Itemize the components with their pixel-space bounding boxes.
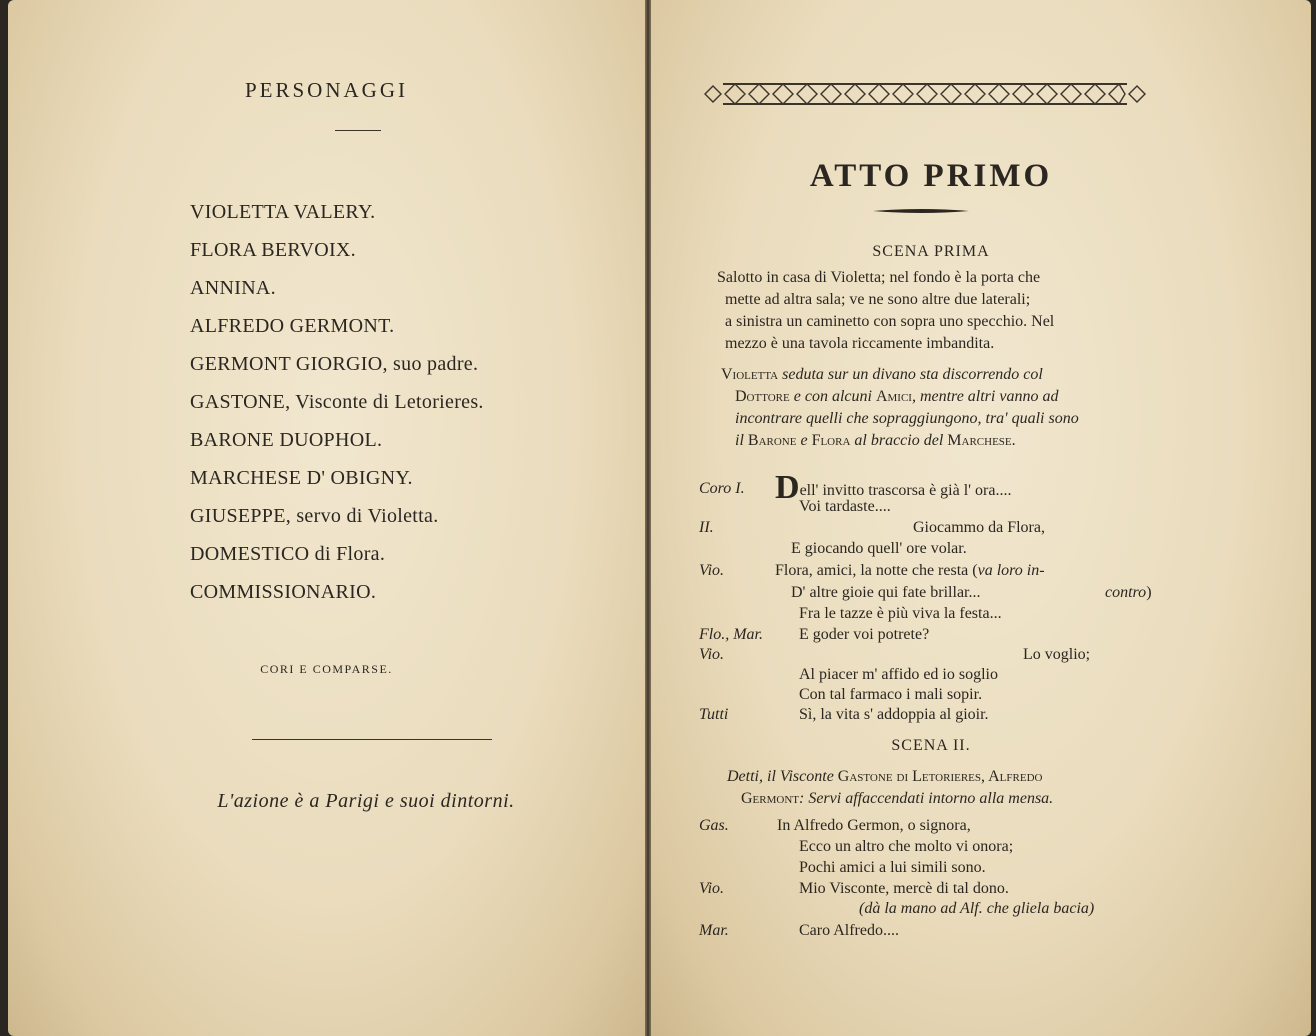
verse-text: E giocando quell' ore volar. xyxy=(791,540,967,557)
cast-heading: PERSONAGGI xyxy=(244,78,408,102)
verse-text: Caro Alfredo.... xyxy=(799,922,899,939)
blocking-line xyxy=(721,386,1079,408)
speaker-label: Coro I. xyxy=(699,480,745,497)
stage-blocking xyxy=(721,364,1079,452)
character-name: Germont xyxy=(741,790,799,807)
cast-item: FLORA BERVOIX. xyxy=(190,239,356,261)
verse-text: Al piacer m' affido ed io soglio xyxy=(799,666,998,683)
drop-cap: D xyxy=(775,469,800,506)
dialogue-line xyxy=(699,878,1289,900)
verse-text: Lo voglio; xyxy=(1023,646,1091,663)
stage-description xyxy=(717,267,1054,355)
dialogue-line xyxy=(699,582,1289,604)
dialogue-line xyxy=(699,664,1289,686)
direction-text: e xyxy=(796,432,812,449)
direction-text: il xyxy=(735,432,748,449)
description-line: mezzo è una tavola riccamente imbandita. xyxy=(725,335,995,352)
right-page xyxy=(651,0,1311,1036)
cast-item: BARONE DUOPHOL. xyxy=(190,429,383,451)
dialogue-line xyxy=(699,836,1289,858)
speaker-label: Flo., Mar. xyxy=(699,626,763,643)
heading-rule xyxy=(335,130,381,131)
cast-item: ANNINA. xyxy=(190,277,276,299)
verse-text: In Alfredo Germon, o signora, xyxy=(777,817,971,834)
scene2-description xyxy=(727,766,1053,810)
cast-item: GERMONT GIORGIO, suo padre. xyxy=(190,353,479,375)
speaker-label: II. xyxy=(699,519,714,536)
left-page xyxy=(8,0,645,1036)
stage-direction: (dà la mano ad Alf. che gliela bacia) xyxy=(859,900,1095,917)
dialogue-line xyxy=(699,704,1289,726)
verse-text: Ecco un altro che molto vi onora; xyxy=(799,838,1014,855)
verse-text: Giocammo da Flora, xyxy=(913,519,1045,536)
dialogue-line xyxy=(699,857,1289,879)
speaker-label: Vio. xyxy=(699,646,725,663)
cast-list xyxy=(190,198,484,616)
cast-item: DOMESTICO di Flora. xyxy=(190,543,386,565)
dialogue-line xyxy=(699,517,1289,539)
dialogue-line xyxy=(699,644,1289,666)
character-name: Flora xyxy=(811,432,851,449)
dialogue-line xyxy=(699,538,1289,560)
stage-direction: va loro in- xyxy=(977,562,1045,579)
character-name: Amici xyxy=(875,388,912,405)
blocking-line xyxy=(721,430,1079,452)
verse-text: E goder voi potrete? xyxy=(799,626,930,643)
divider-rule xyxy=(252,739,492,740)
direction-text: e con alcuni xyxy=(789,388,876,405)
punctuation: ) xyxy=(1146,584,1152,601)
description-line: mette ad altra sala; ve ne sono altre due laterali; xyxy=(725,291,1031,308)
title-flourish-icon xyxy=(873,206,969,216)
direction-text: incontrare quelli che sopraggiungono, tra' quali sono xyxy=(735,410,1079,427)
dialogue-line xyxy=(699,496,1289,518)
description-line: a sinistra un caminetto con sopra uno specchio. Nel xyxy=(725,313,1055,330)
direction-fragment: contro xyxy=(1105,584,1147,601)
character-name: Barone xyxy=(747,432,797,449)
scene-title: SCENA II. xyxy=(891,737,971,754)
description-line: Salotto in casa di Violetta; nel fondo è la porta che xyxy=(717,269,1041,286)
cast-item: GIUSEPPE, servo di Violetta. xyxy=(190,505,439,527)
cast-item: MARCHESE D' OBIGNY. xyxy=(190,467,413,489)
verse-fragment: Flora, amici, la notte che resta ( xyxy=(775,562,978,579)
dialogue-line xyxy=(699,815,1289,837)
cast-item: VIOLETTA VALERY. xyxy=(190,201,376,223)
dialogue-line xyxy=(699,624,1289,646)
verse-fragment: ell' invitto trascorsa è già l' ora.... xyxy=(799,482,1012,499)
speaker-label: Tutti xyxy=(699,706,729,723)
description-line xyxy=(727,766,1053,788)
verse-text xyxy=(775,560,1045,582)
character-name: Violetta xyxy=(721,366,779,383)
scene-title: SCENA PRIMA xyxy=(872,243,990,260)
description-line xyxy=(727,788,1053,810)
stage-direction xyxy=(1105,582,1152,604)
act-title: ATTO PRIMO xyxy=(809,158,1053,194)
dialogue-line xyxy=(699,603,1289,625)
verse-text: Con tal farmaco i mali sopir. xyxy=(799,686,983,703)
character-name: Gastone di Letorieres, Alfredo xyxy=(837,768,1043,785)
cast-item: GASTONE, Visconte di Letorieres. xyxy=(190,391,484,413)
verse-text: D' altre gioie qui fate brillar... xyxy=(791,584,981,601)
blocking-line xyxy=(721,364,1079,386)
direction-text: Detti, il Visconte xyxy=(727,768,838,785)
speaker-label: Vio. xyxy=(699,880,725,897)
verse-text: Mio Visconte, mercè di tal dono. xyxy=(799,880,1009,897)
ornament-band-icon xyxy=(703,80,1147,108)
character-name: Dottore xyxy=(735,388,790,405)
direction-text: , mentre altri vanno ad xyxy=(911,388,1059,405)
direction-text: : Servi affaccendati intorno alla mensa. xyxy=(799,790,1054,807)
speaker-label: Gas. xyxy=(699,817,729,834)
cast-item: ALFREDO GERMONT. xyxy=(190,315,395,337)
speaker-label: Vio. xyxy=(699,562,725,579)
verse-text: Sì, la vita s' addoppia al gioir. xyxy=(799,706,989,723)
character-name: Marchese xyxy=(947,432,1012,449)
dialogue-line xyxy=(699,684,1289,706)
punctuation: . xyxy=(1011,432,1016,449)
dialogue-line xyxy=(699,920,1289,942)
direction-text: seduta sur un divano sta discorrendo col xyxy=(778,366,1043,383)
cast-item: COMMISSIONARIO. xyxy=(190,581,377,603)
speaker-label: Mar. xyxy=(699,922,729,939)
verse-text: Fra le tazze è più viva la festa... xyxy=(799,605,1002,622)
chorus-note: CORI E COMPARSE. xyxy=(260,662,393,676)
setting-note: L'azione è a Parigi e suoi dintorni. xyxy=(217,790,515,812)
verse-text: Voi tardaste.... xyxy=(799,498,891,515)
verse-text: Pochi amici a lui simili sono. xyxy=(799,859,986,876)
dialogue-line xyxy=(699,560,1289,582)
dialogue-line xyxy=(699,898,1289,920)
blocking-line xyxy=(721,408,1079,430)
direction-text: al braccio del xyxy=(850,432,948,449)
